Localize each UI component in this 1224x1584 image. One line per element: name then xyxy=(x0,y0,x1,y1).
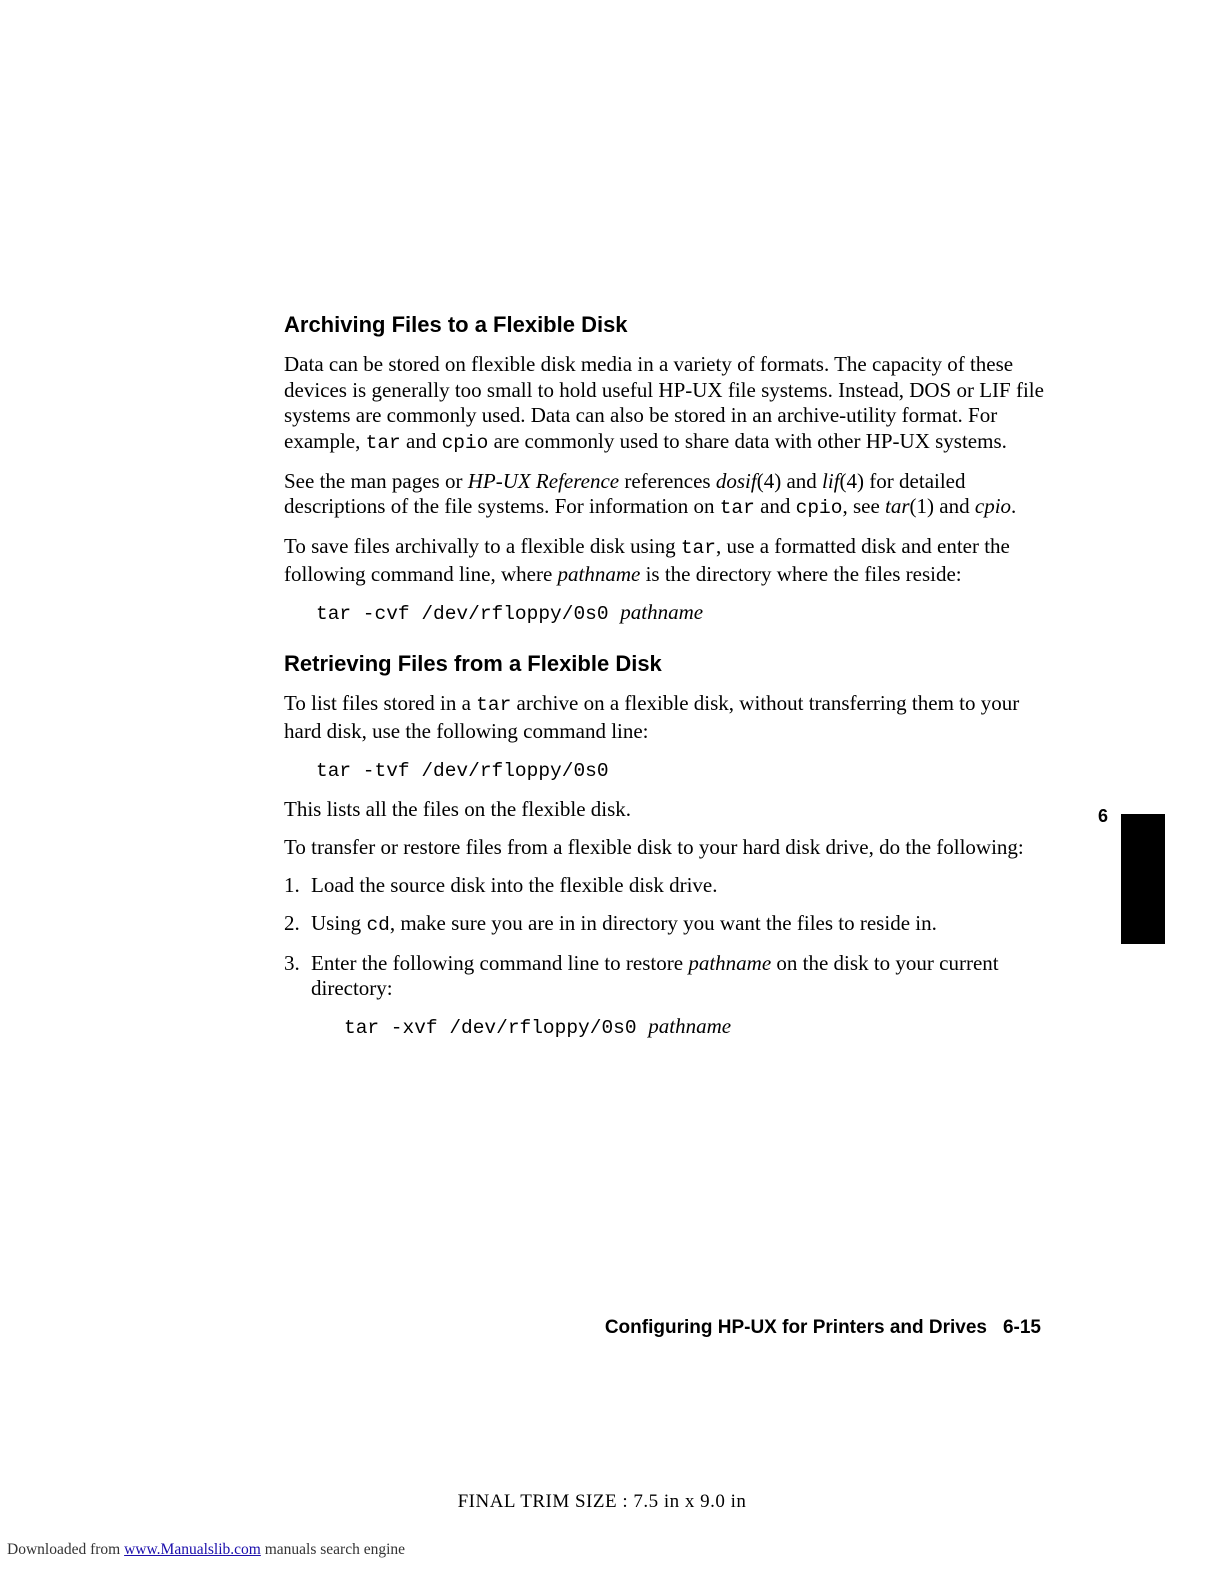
list-item xyxy=(284,873,1044,899)
command-line-restore xyxy=(344,1014,1044,1042)
code-cpio: cpio xyxy=(441,431,489,454)
download-suffix: manuals search engine xyxy=(260,1541,406,1558)
text-span: and xyxy=(781,468,823,493)
argument-pathname: pathname xyxy=(620,599,704,624)
step-text: , make sure you are in in directory you want the files to reside in. xyxy=(389,910,937,935)
step-number: 2. xyxy=(284,910,300,935)
paragraph-lists-all: This lists all the files on the flexible disk. xyxy=(284,796,632,821)
code-cpio: cpio xyxy=(795,497,843,519)
command-text: tar -cvf /dev/rfloppy/0s0 xyxy=(316,602,621,625)
text-span: To list files stored in a xyxy=(284,691,477,715)
code-tar: tar xyxy=(719,497,755,519)
download-note xyxy=(7,1541,405,1559)
step-text: on the disk to your current directory: xyxy=(311,950,999,1000)
paragraph-archiving-intro xyxy=(284,352,1044,456)
reference-title: HP-UX Reference xyxy=(467,468,620,493)
step-text: Using xyxy=(311,910,367,935)
text-span: are commonly used to share data with other HP-UX systems. xyxy=(488,428,1007,453)
paragraph-man-pages xyxy=(284,469,1044,522)
text-span: and xyxy=(934,494,975,518)
code-cd: cd xyxy=(366,913,390,936)
text-span: , see xyxy=(842,494,886,518)
step-number: 3. xyxy=(284,950,300,975)
list-item xyxy=(284,951,1044,1002)
man-section: (1) xyxy=(909,494,935,518)
footer-title: Configuring HP-UX for Printers and Drives xyxy=(604,1317,987,1338)
argument-pathname: pathname xyxy=(557,561,641,586)
man-page-name: tar xyxy=(885,494,910,518)
text-span: references xyxy=(619,468,716,493)
section-heading-retrieving: Retrieving Files from a Flexible Disk xyxy=(284,651,662,676)
text-span: . xyxy=(1011,494,1017,518)
command-line-list xyxy=(316,757,1044,785)
command-line-archive xyxy=(316,600,1044,628)
text-span: for detailed descriptions of the file systems. For information on xyxy=(284,468,966,518)
download-prefix: Downloaded from xyxy=(7,1541,125,1558)
page-footer xyxy=(605,1317,1041,1339)
text-span: archive on a flexible disk, without transferring them to your hard disk, use the following command line: xyxy=(284,691,1020,743)
text-span: and xyxy=(400,428,442,453)
step-text: Enter the following command line to restore xyxy=(311,950,689,975)
chapter-tab-number: 6 xyxy=(1098,806,1109,826)
code-tar: tar xyxy=(365,431,401,454)
paragraph-transfer-intro: To transfer or restore files from a flexible disk to your hard disk drive, do the following: xyxy=(284,834,1024,859)
text-span: See the man pages or xyxy=(284,468,468,493)
step-number: 1. xyxy=(284,872,300,897)
page-number: 6-15 xyxy=(1002,1317,1041,1338)
command-text: tar -xvf /dev/rfloppy/0s0 xyxy=(344,1017,649,1039)
page-content xyxy=(284,310,1044,1054)
paragraph-save-files xyxy=(284,534,1044,587)
command-text: tar -tvf /dev/rfloppy/0s0 xyxy=(316,759,609,782)
manualslib-link[interactable]: www.Manualslib.com xyxy=(124,1541,261,1558)
step-text: Load the source disk into the flexible disk drive. xyxy=(311,872,718,897)
paragraph-list-files xyxy=(284,691,1044,744)
man-page-name: lif xyxy=(822,468,840,493)
list-item xyxy=(284,911,1044,939)
text-span: is the directory where the files reside: xyxy=(640,561,962,586)
man-page-name: dosif xyxy=(715,468,757,493)
text-span: To save files archivally to a flexible disk using xyxy=(284,534,681,558)
text-span: Data can be stored on flexible disk media in a variety of formats. The capacity of these devices is generally too small to hold useful HP-UX file systems. Instead, DOS or LIF file systems are commonly used. Data can also be stored in an archive-utility format. For example, xyxy=(284,352,1044,453)
code-tar: tar xyxy=(680,537,716,559)
steps-list xyxy=(284,873,1044,1002)
man-section: (4) xyxy=(839,468,865,493)
man-page-name: cpio xyxy=(974,494,1012,518)
trim-size-note: FINAL TRIM SIZE : 7.5 in x 9.0 in xyxy=(457,1491,747,1512)
argument-pathname: pathname xyxy=(648,1014,732,1038)
argument-pathname: pathname xyxy=(688,950,772,975)
man-section: (4) xyxy=(756,468,782,493)
text-span: , use a formatted disk and enter the following command line, where xyxy=(284,534,1010,586)
chapter-tab-marker xyxy=(1121,814,1165,944)
section-heading-archiving: Archiving Files to a Flexible Disk xyxy=(284,312,628,337)
text-span: and xyxy=(754,494,796,518)
code-tar: tar xyxy=(476,694,512,716)
